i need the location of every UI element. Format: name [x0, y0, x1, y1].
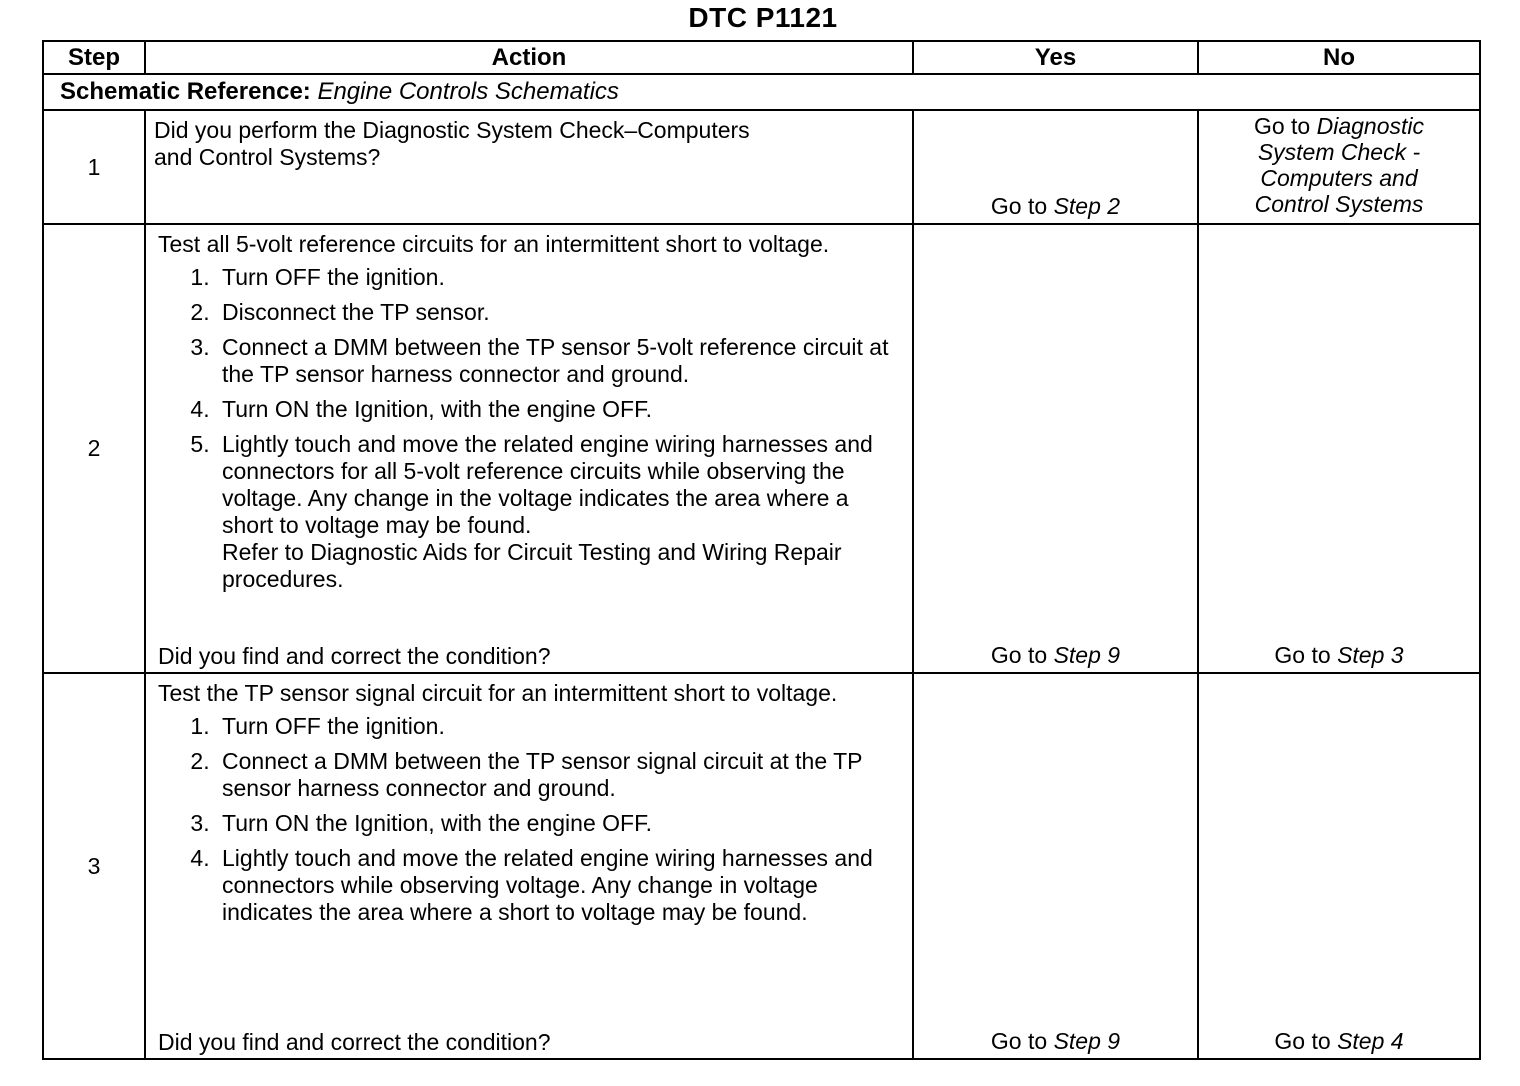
- schematic-reference-link[interactable]: Engine Controls Schematics: [317, 78, 619, 105]
- no-link[interactable]: Step 3: [1337, 642, 1404, 668]
- no-prefix: Go to: [1274, 1028, 1338, 1054]
- action-cell: [145, 110, 913, 224]
- list-item-text: Lightly touch and move the related engine wiring harnesses and connectors for all 5-volt reference circuits while observing the voltage. Any change in the voltage indicates the area where a short to voltage may be found.: [222, 431, 873, 538]
- yes-link[interactable]: Step 2: [1053, 193, 1121, 219]
- list-item: 2. Disconnect the TP sensor.: [216, 299, 900, 326]
- list-item: 2. Connect a DMM between the TP sensor signal circuit at the TP sensor harness connector and ground.: [216, 748, 900, 802]
- no-prefix: Go to: [1274, 642, 1338, 668]
- list-item: 1. Turn OFF the ignition.: [216, 713, 900, 740]
- header-row: [43, 41, 1480, 74]
- list-item: 4. Turn ON the Ignition, with the engine OFF.: [216, 396, 900, 423]
- table-row: [43, 224, 1480, 673]
- action-cell: [145, 673, 913, 1059]
- header-step: Step: [43, 41, 145, 74]
- table-row: [43, 673, 1480, 1059]
- no-prefix: Go to: [1253, 113, 1317, 139]
- step-intro: Test the TP sensor signal circuit for an intermittent short to voltage.: [158, 680, 838, 706]
- no-link-block[interactable]: [1199, 113, 1479, 217]
- yes-cell: [913, 673, 1198, 1059]
- list-item: 3. Turn ON the Ignition, with the engine OFF.: [216, 810, 900, 837]
- step-list: [158, 264, 900, 593]
- question: Did you find and correct the condition?: [158, 1029, 551, 1055]
- yes-prefix: Go to: [990, 642, 1054, 668]
- question: Did you find and correct the condition?: [158, 643, 551, 669]
- schematic-reference: [43, 74, 1480, 110]
- page-title: DTC P1121: [688, 2, 838, 33]
- table-row: [43, 110, 1480, 224]
- step-list: [158, 713, 900, 926]
- no-link-line: Computers and: [1260, 165, 1418, 191]
- no-link[interactable]: Step 4: [1337, 1028, 1404, 1054]
- step-intro: Test all 5-volt reference circuits for an intermittent short to voltage.: [158, 231, 830, 257]
- no-cell: [1198, 673, 1480, 1059]
- yes-link[interactable]: Step 9: [1053, 642, 1121, 668]
- list-item: [216, 431, 900, 593]
- no-cell: [1198, 224, 1480, 673]
- yes-cell: [913, 224, 1198, 673]
- yes-link[interactable]: Step 9: [1053, 1028, 1121, 1054]
- no-link-line: Diagnostic: [1316, 113, 1425, 139]
- question-line: Did you perform the Diagnostic System Check–Computers: [154, 117, 750, 143]
- action-cell: [145, 224, 913, 673]
- step-number: 3: [43, 673, 145, 1059]
- header-action: Action: [145, 41, 913, 74]
- question-line: and Control Systems?: [154, 144, 381, 170]
- yes-cell: [913, 110, 1198, 224]
- diagnostic-table: [42, 40, 1481, 1060]
- no-cell: [1198, 110, 1480, 224]
- yes-prefix: Go to: [990, 193, 1054, 219]
- diagnostic-aids-note: Refer to Diagnostic Aids for Circuit Testing and Wiring Repair procedures.: [222, 539, 842, 592]
- step-number: 1: [43, 110, 145, 224]
- schematic-reference-row: [43, 74, 1480, 110]
- no-link-line: Control Systems: [1254, 191, 1424, 217]
- header-no: No: [1198, 41, 1480, 74]
- yes-prefix: Go to: [990, 1028, 1054, 1054]
- schematic-reference-label: Schematic Reference:: [60, 78, 311, 105]
- header-yes: Yes: [913, 41, 1198, 74]
- list-item: 1. Turn OFF the ignition.: [216, 264, 900, 291]
- no-link-line: System Check -: [1257, 139, 1421, 165]
- list-item: 3. Connect a DMM between the TP sensor 5-volt reference circuit at the TP sensor harness connector and ground.: [216, 334, 900, 388]
- list-item: 4. Lightly touch and move the related engine wiring harnesses and connectors while observing voltage. Any change in voltage indicates the area where a short to voltage may be found.: [216, 845, 900, 926]
- step-number: 2: [43, 224, 145, 673]
